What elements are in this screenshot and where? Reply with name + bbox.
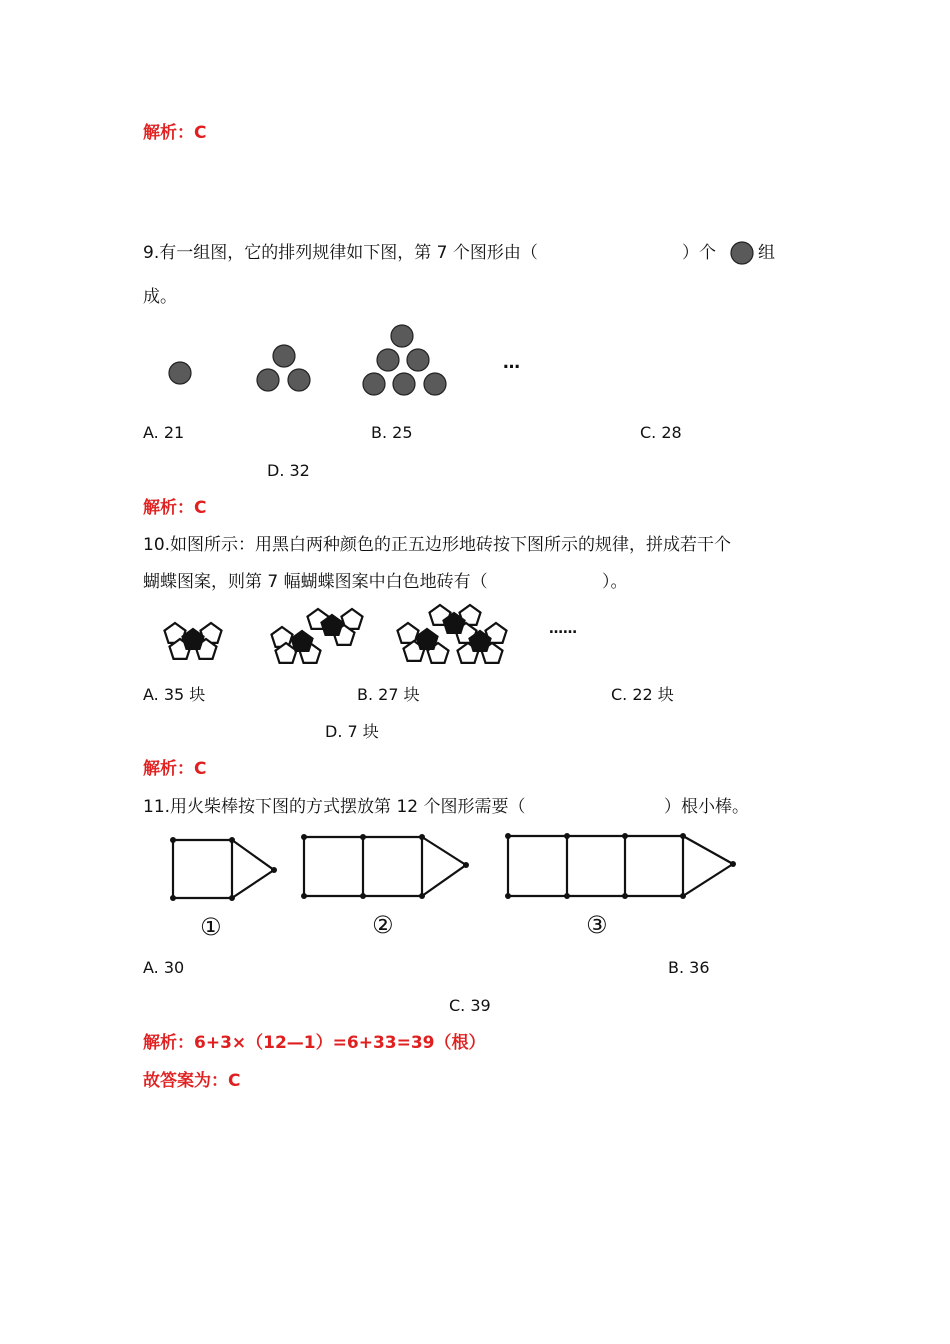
q9-ellipsis: … [503,353,520,373]
q9-coin-pattern-figure [150,320,550,405]
q11-text-part2: ）根小棒。 [664,797,749,817]
q10-text-line1: 10.如图所示：用黑白两种颜色的正五边形地砖按下图所示的规律，拼成若干个 [143,535,732,555]
q11-option-b: B. 36 [668,958,710,977]
coin-group-1 [169,362,191,384]
figure-label-1: ① [200,913,222,941]
q10-ellipsis: …… [549,621,577,637]
q9-text-part1: 9.有一组图，它的排列规律如下图，第 7 个图形由（ [143,243,538,263]
q10-butterfly-pattern-figure [150,598,530,670]
answer-q11-line1: 解析：6+3×（12—1）=6+33=39（根） [143,1033,486,1053]
q9-option-d: D. 32 [267,461,310,480]
answer-q8: 解析：C [143,123,207,143]
butterfly-2 [272,609,363,663]
q9-text-part2: ）个 [682,243,716,263]
q10-text-line2-part1: 蝴蝶图案，则第 7 幅蝴蝶图案中白色地砖有（ [143,572,488,592]
q10-text-line2-part2: ）。 [602,572,628,592]
q10-option-b: B. 27 块 [357,685,420,704]
butterfly-1 [165,623,222,659]
q9-option-c: C. 28 [640,423,682,442]
answer-q9: 解析：C [143,498,207,518]
matchstick-shape-2 [301,834,469,899]
q11-option-c: C. 39 [449,996,491,1015]
matchstick-shape-3 [505,833,736,899]
q11-text-part1: 11.用火柴棒按下图的方式摆放第 12 个图形需要（ [143,797,526,817]
coin-group-2 [257,345,310,391]
matchstick-shape-1 [170,837,277,901]
figure-label-2: ② [372,911,394,939]
q10-option-a: A. 35 块 [143,685,206,704]
answer-q10: 解析：C [143,759,207,779]
q9-text-part3: 组 [758,243,775,263]
butterfly-3 [398,605,507,663]
coin-icon [729,240,755,266]
q11-option-a: A. 30 [143,958,185,977]
coin-group-3 [363,325,446,395]
q9-text-line2: 成。 [143,287,177,307]
answer-q11-line2: 故答案为：C [143,1071,241,1091]
q11-matchstick-figure [160,828,750,908]
q9-option-a: A. 21 [143,423,185,442]
figure-label-3: ③ [586,911,608,939]
q10-option-d: D. 7 块 [325,722,379,741]
q9-option-b: B. 25 [371,423,413,442]
q10-option-c: C. 22 块 [611,685,674,704]
